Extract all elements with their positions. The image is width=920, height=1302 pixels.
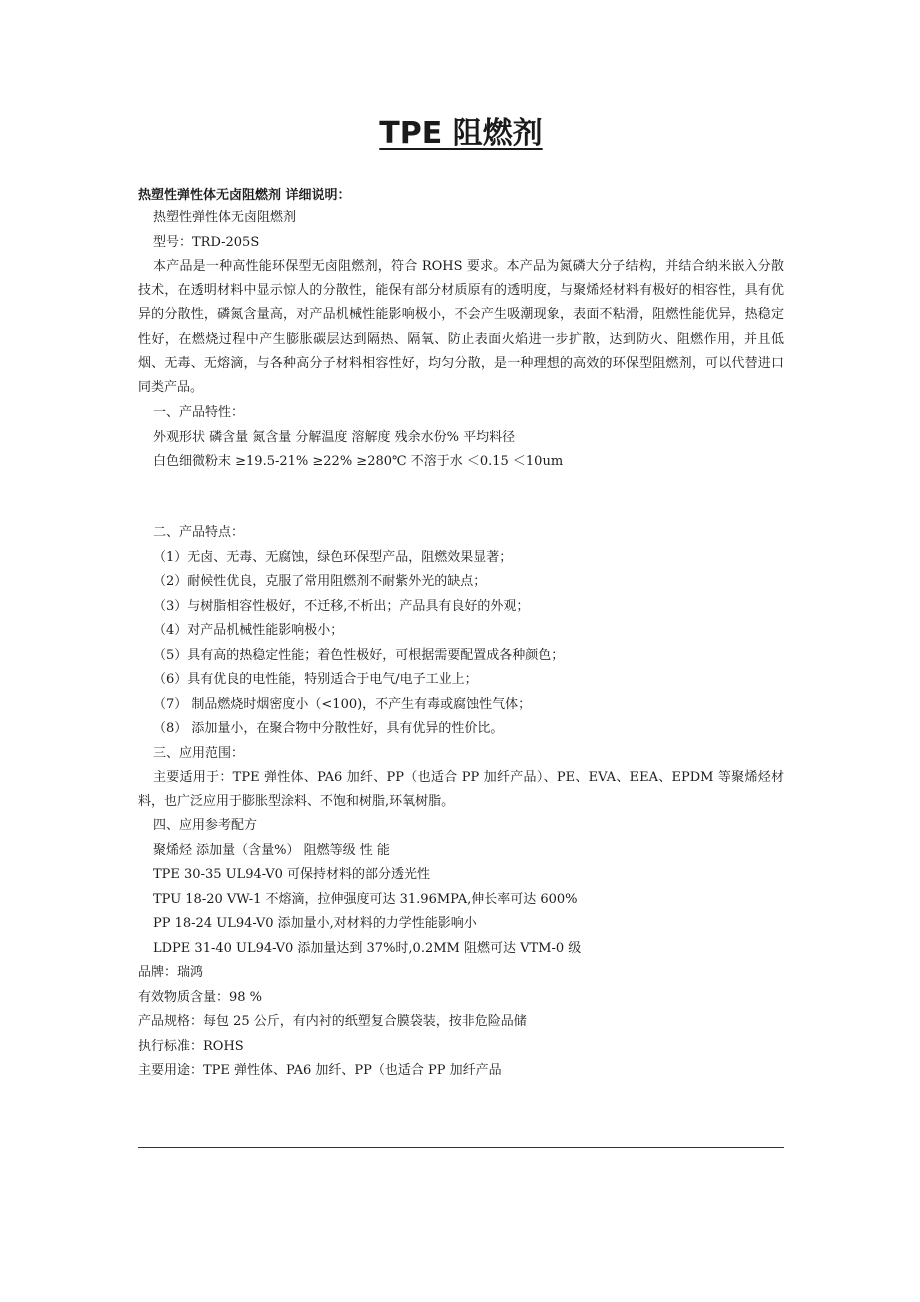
feature-item: （4）对产品机械性能影响极小； bbox=[153, 623, 344, 638]
properties-value-row: 白色细微粉末 ≥19.5-21% ≥22% ≥280℃ 不溶于水 ＜0.15 ＜10um bbox=[153, 454, 564, 469]
product-name: 热塑性弹性体无卤阻燃剂 bbox=[153, 210, 297, 225]
model-number: 型号：TRD-205S bbox=[153, 234, 260, 250]
formulation-heading: 四、应用参考配方 bbox=[153, 818, 258, 834]
intro-paragraph: 本产品是一种高性能环保型无卤阻燃剂，符合 ROHS 要求。本产品为氮磷大分子结构，并结合纳米嵌入分散技术，在透明材料中显示惊人的分散性，能保有部分材质原有的透明度，与聚烯烃材料有极好的相容性，具有优异的分散性，磷氮含量高，对产品机械性能影响极小，不会产生吸潮现象，表面不粘滑，阻燃性能优异，热稳定性好，在燃烧过程中产生膨胀碳层达到隔热、隔氧、防止表面火焰进一步扩散，达到防火、阻燃作用，并且低烟、无毒、无熔滴，与各种高分子材料相容性好，均匀分散，是一种理想的高效的环保型阻燃剂，可以代替进口同类产品。 bbox=[138, 259, 784, 396]
spec-brand: 品牌：瑞鸿 bbox=[138, 965, 204, 981]
properties-heading: 一、产品特性： bbox=[153, 405, 245, 420]
formulation-row: LDPE 31-40 UL94-V0 添加量达到 37%时,0.2MM 阻燃可达 VTM-0 级 bbox=[153, 940, 582, 956]
spec-standard: 执行标准：ROHS bbox=[138, 1038, 244, 1054]
features-heading: 二、产品特点： bbox=[153, 525, 245, 540]
features-section bbox=[138, 521, 784, 1084]
properties-section bbox=[138, 401, 784, 475]
spec-packaging: 产品规格：每包 25 公斤，有内衬的纸塑复合膜袋装，按非危险品储 bbox=[138, 1014, 527, 1030]
spec-content: 有效物质含量：98 % bbox=[138, 989, 263, 1005]
properties-header-row: 外观形状 磷含量 氮含量 分解温度 溶解度 残余水份% 平均料径 bbox=[153, 429, 516, 445]
formulation-header-row: 聚烯烃 添加量（含量%） 阻燃等级 性 能 bbox=[153, 842, 390, 858]
feature-item: （6）具有优良的电性能，特别适合于电气/电子工业上； bbox=[153, 672, 478, 687]
feature-item: （2）耐候性优良，克服了常用阻燃剂不耐紫外光的缺点； bbox=[153, 574, 487, 589]
feature-item: （7） 制品燃烧时烟密度小（<100)，不产生有毒或腐蚀性气体； bbox=[153, 696, 532, 712]
feature-item: （8） 添加量小，在聚合物中分散性好，具有优异的性价比。 bbox=[153, 721, 504, 736]
feature-item: （3）与树脂相容性极好，不迁移,不析出；产品具有良好的外观； bbox=[153, 598, 530, 614]
feature-item: （1）无卤、无毒、无腐蚀，绿色环保型产品，阻燃效果显著； bbox=[153, 549, 513, 565]
spec-usage: 主要用途：TPE 弹性体、PA6 加纤、PP（也适合 PP 加纤产品 bbox=[138, 1063, 502, 1079]
feature-item: （5）具有高的热稳定性能；着色性极好，可根据需要配置成各种颜色； bbox=[153, 647, 565, 663]
document-title: TPE 阻燃剂 bbox=[379, 116, 543, 151]
footer-divider bbox=[138, 1147, 784, 1148]
formulation-row: PP 18-24 UL94-V0 添加量小,对材料的力学性能影响小 bbox=[153, 916, 477, 932]
subtitle: 热塑性弹性体无卤阻燃剂 详细说明： bbox=[138, 188, 351, 203]
formulation-row: TPU 18-20 VW-1 不熔滴，拉伸强度可达 31.96MPA,伸长率可达 600% bbox=[153, 891, 578, 907]
applications-paragraph: 主要适用于：TPE 弹性体、PA6 加纤、PP（也适合 PP 加纤产品）、PE、EVA、EEA、EPDM 等聚烯烃材料，也广泛应用于膨胀型涂料、不饱和树脂,环氧树脂。 bbox=[138, 770, 784, 810]
intro-section bbox=[138, 206, 784, 400]
formulation-row: TPE 30-35 UL94-V0 可保持材料的部分透光性 bbox=[153, 867, 431, 883]
applications-heading: 三、应用范围： bbox=[153, 745, 245, 761]
